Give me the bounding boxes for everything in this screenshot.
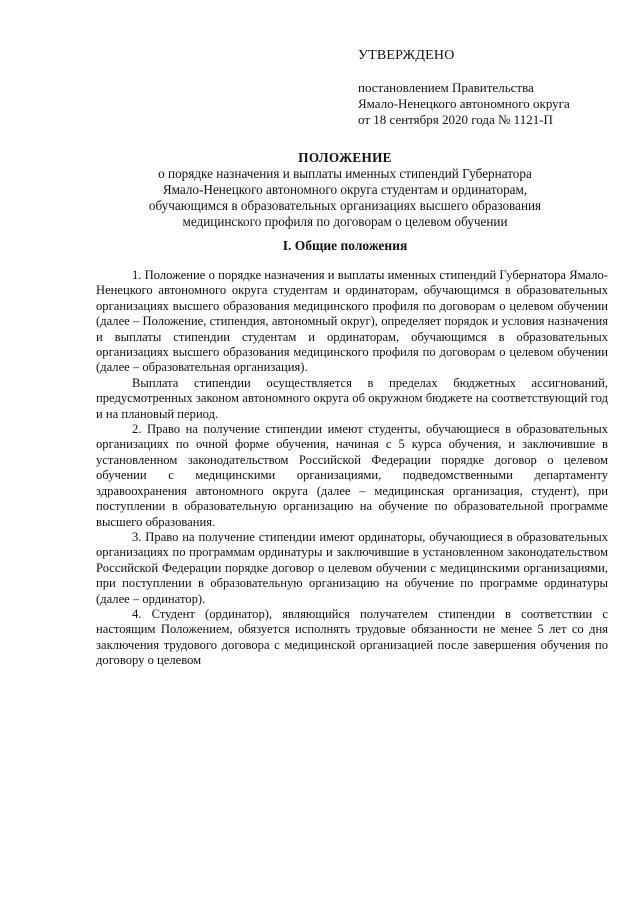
document-subtitle-line-2: Ямало-Ненецкого автономного округа студентам и ординаторам, <box>162 182 528 197</box>
document-subtitle-line-3: обучающимся в образовательных организациях высшего образования <box>148 198 542 213</box>
approval-stamp <box>358 48 618 128</box>
paragraph-1-continued: Выплата стипендии осуществляется в пределах бюджетных ассигнований, предусмотренных законом автономного округа об окружном бюджете на соответствующий год и на плановый период. <box>96 375 608 421</box>
approval-line-3: от 18 сентября 2020 года № 1121-П <box>358 112 553 127</box>
approval-line-2: Ямало-Ненецкого автономного округа <box>358 96 570 111</box>
document-title: ПОЛОЖЕНИЕ <box>298 150 392 165</box>
paragraph-1: 1. Положение о порядке назначения и выплаты именных стипендий Губернатора Ямало-Ненецкого автономного округа студентам и ординаторам, обучающимся в образовательных организациях высшего образования медицинского профиля по договорам о целевом обучении (далее – Положение, стипендия, автономный округ), определяет порядок и условия назначения и выплаты стипендии студентам и ординаторам, обучающимся в образовательных организациях высшего образования медицинского профиля по договорам о целевом обучении (далее – образовательная организация). <box>96 268 608 375</box>
document-title-block <box>80 150 610 230</box>
document-subtitle-line-1: о порядке назначения и выплаты именных стипендий Губернатора <box>158 166 532 181</box>
paragraph-2: 2. Право на получение стипендии имеют студенты, обучающиеся в образовательных организациях по очной форме обучения, начиная с 5 курса обучения, и заключившие в установленном законодательством Российской Федерации порядке договор о целевом обучении с медицинскими организациями, подведомственными департаменту здравоохранения автономного округа (далее – медицинская организация, студент), при поступлении в образовательную организацию на обучение по образовательной программе высшего образования. <box>96 422 608 529</box>
document-subtitle-line-4: медицинского профиля по договорам о целевом обучении <box>182 214 508 229</box>
paragraph-3: 3. Право на получение стипендии имеют ординаторы, обучающиеся в образовательных организациях по программам ординатуры и заключившие в установленном законодательством Российской Федерации порядке договор о целевом обучении с медицинскими организациями, при поступлении в образовательную организацию на обучение по программе ординатуры (далее – ординатор). <box>96 529 608 606</box>
paragraph-4: 4. Студент (ординатор), являющийся получателем стипендии в соответствии с настоящим Положением, обязуется исполнять трудовые обязанности не менее 5 лет со дня заключения трудового договора с медицинской организацией после завершения обучения по договору о целевом <box>96 606 608 668</box>
document-body <box>96 268 608 669</box>
approval-line-1: постановлением Правительства <box>358 80 534 95</box>
section-heading: I. Общие положения <box>282 238 408 253</box>
approval-heading: УТВЕРЖДЕНО <box>358 48 455 63</box>
